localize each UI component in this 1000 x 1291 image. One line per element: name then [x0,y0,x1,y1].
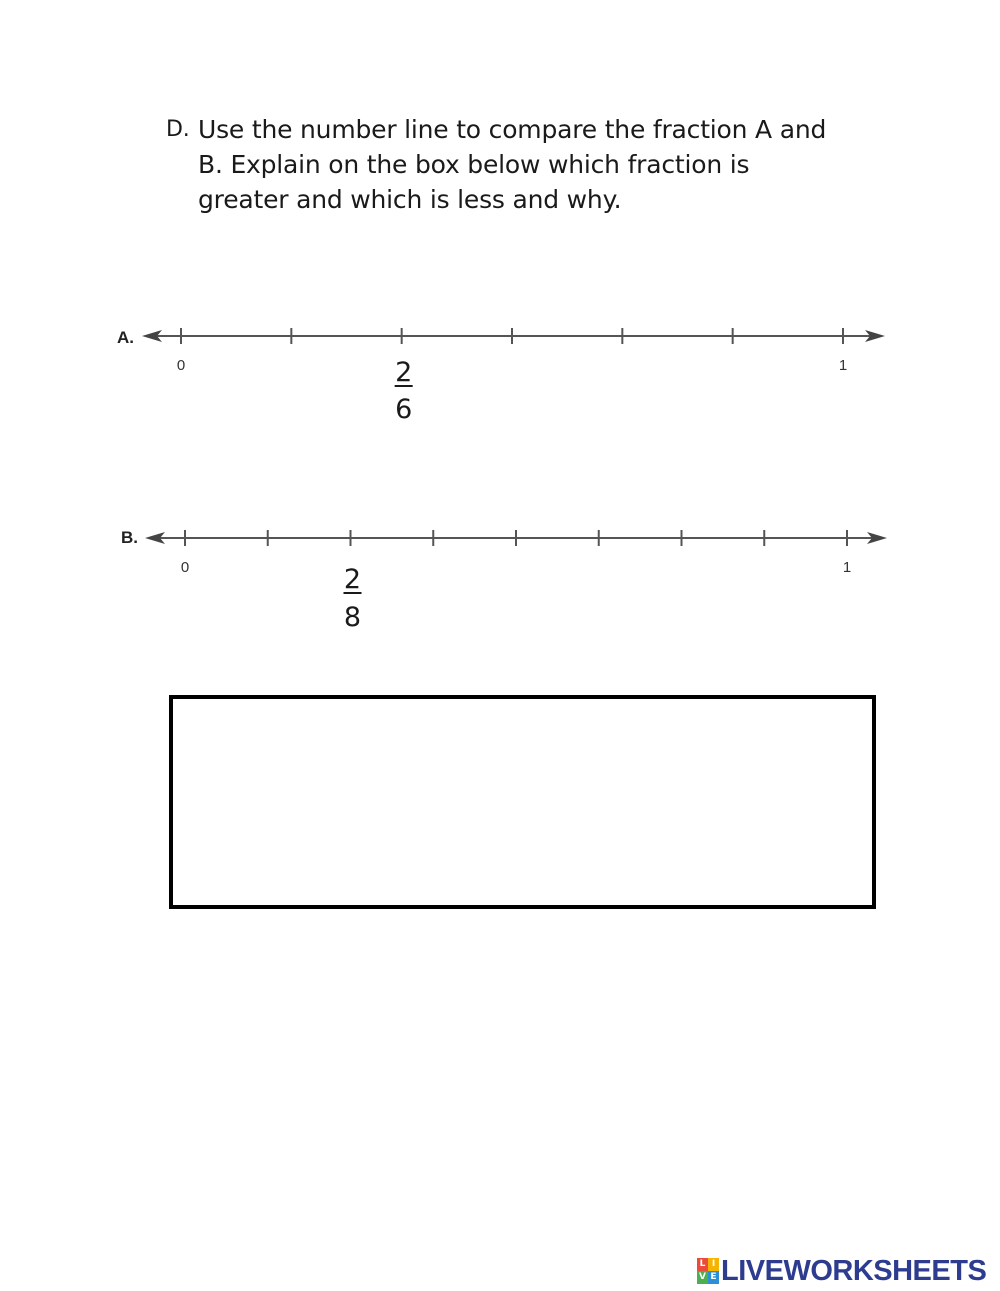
answer-box[interactable] [169,695,876,909]
logo-mark-letter: L [697,1258,708,1271]
number-line-a-fraction [395,357,413,425]
fraction-b-denominator: 8 [343,602,362,633]
logo-mark-letter: V [697,1271,708,1284]
question-line-3: greater and which is less and why. [198,185,622,214]
question-line-2: B. Explain on the box below which fraction is [198,150,750,179]
number-line-a-label: A. [117,328,134,347]
number-line-b [121,528,887,633]
logo-mark-letter: E [708,1271,719,1284]
fraction-a-numerator: 2 [395,357,413,388]
fraction-a-denominator: 6 [395,394,413,425]
number-line-a-start-label: 0 [176,357,186,374]
number-line-b-fraction [344,564,362,633]
logo-text: LIVEWORKSHEETS [721,1254,987,1287]
fraction-b-numerator: 2 [343,564,362,595]
logo-mark-letter: I [708,1258,719,1271]
number-line-b-start-label: 0 [180,559,190,576]
number-line-b-label: B. [121,528,138,547]
number-line-a-end-label: 1 [838,357,848,374]
logo-mark-icon [697,1258,719,1284]
number-line-a [117,328,885,425]
number-line-b-end-label: 1 [842,559,852,576]
question-letter: D. [166,117,190,142]
question-line-1: Use the number line to compare the fraction A and [198,115,827,144]
liveworksheets-logo [697,1253,986,1289]
